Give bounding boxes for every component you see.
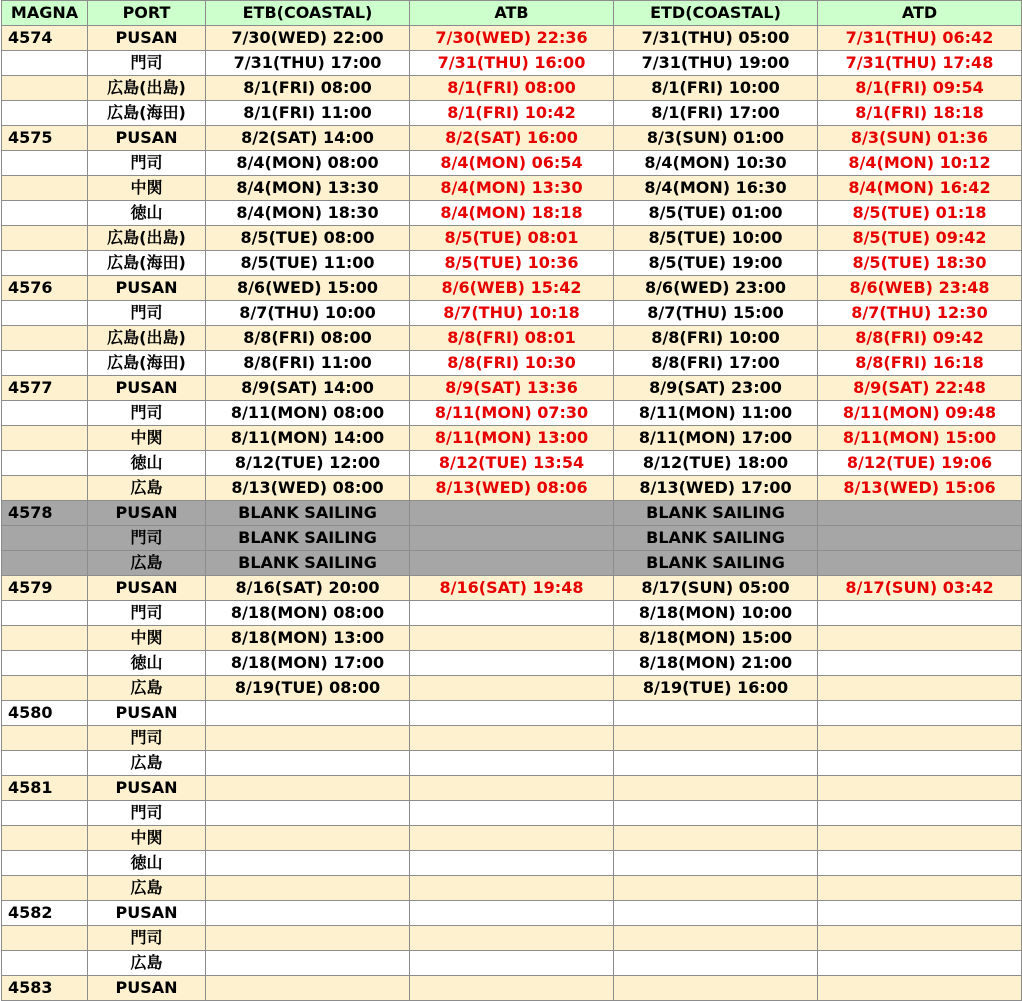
- cell-etb: [206, 826, 410, 851]
- schedule-body: [2, 26, 1022, 1001]
- cell-magna: [2, 451, 88, 476]
- cell-atd: 7/31(THU) 17:48: [818, 51, 1022, 76]
- cell-port: 広島: [88, 476, 206, 501]
- cell-atd: [818, 526, 1022, 551]
- cell-atd: [818, 826, 1022, 851]
- cell-port: 門司: [88, 801, 206, 826]
- header-etb: ETB(COASTAL): [206, 1, 410, 26]
- cell-port: 門司: [88, 526, 206, 551]
- cell-etb: 8/4(MON) 13:30: [206, 176, 410, 201]
- cell-etd: [614, 876, 818, 901]
- cell-magna: 4579: [2, 576, 88, 601]
- cell-atd: 8/5(TUE) 18:30: [818, 251, 1022, 276]
- cell-magna: [2, 101, 88, 126]
- cell-etd: 8/7(THU) 15:00: [614, 301, 818, 326]
- table-row: [2, 126, 1022, 151]
- cell-magna: [2, 626, 88, 651]
- cell-atd: 8/9(SAT) 22:48: [818, 376, 1022, 401]
- cell-port: 徳山: [88, 651, 206, 676]
- table-row: [2, 951, 1022, 976]
- cell-port: 中関: [88, 176, 206, 201]
- cell-atb: [410, 651, 614, 676]
- table-row: [2, 376, 1022, 401]
- table-row: [2, 851, 1022, 876]
- cell-port: PUSAN: [88, 901, 206, 926]
- cell-etd: 8/5(TUE) 01:00: [614, 201, 818, 226]
- cell-atd: [818, 876, 1022, 901]
- cell-etd: BLANK SAILING: [614, 551, 818, 576]
- cell-atd: 8/1(FRI) 09:54: [818, 76, 1022, 101]
- cell-port: PUSAN: [88, 26, 206, 51]
- cell-port: PUSAN: [88, 576, 206, 601]
- cell-atb: [410, 726, 614, 751]
- table-row: [2, 676, 1022, 701]
- cell-atd: 8/1(FRI) 18:18: [818, 101, 1022, 126]
- cell-atd: 8/13(WED) 15:06: [818, 476, 1022, 501]
- table-row: [2, 576, 1022, 601]
- header-atb: ATB: [410, 1, 614, 26]
- cell-atb: 8/12(TUE) 13:54: [410, 451, 614, 476]
- cell-etd: 7/31(THU) 19:00: [614, 51, 818, 76]
- cell-magna: [2, 351, 88, 376]
- cell-magna: [2, 476, 88, 501]
- cell-etb: 8/18(MON) 08:00: [206, 601, 410, 626]
- cell-etb: 8/18(MON) 17:00: [206, 651, 410, 676]
- cell-magna: [2, 926, 88, 951]
- cell-atd: 8/3(SUN) 01:36: [818, 126, 1022, 151]
- cell-etb: 8/11(MON) 08:00: [206, 401, 410, 426]
- cell-etb: [206, 901, 410, 926]
- table-row: [2, 26, 1022, 51]
- table-row: [2, 701, 1022, 726]
- cell-atd: 7/31(THU) 06:42: [818, 26, 1022, 51]
- cell-atb: 8/1(FRI) 10:42: [410, 101, 614, 126]
- cell-etd: [614, 751, 818, 776]
- cell-port: 広島: [88, 551, 206, 576]
- cell-etd: 8/1(FRI) 17:00: [614, 101, 818, 126]
- cell-atb: [410, 501, 614, 526]
- table-row: [2, 426, 1022, 451]
- cell-magna: 4575: [2, 126, 88, 151]
- cell-atb: 8/11(MON) 13:00: [410, 426, 614, 451]
- table-row: [2, 351, 1022, 376]
- cell-etb: 8/8(FRI) 11:00: [206, 351, 410, 376]
- cell-port: 広島(海田): [88, 351, 206, 376]
- cell-etb: 8/5(TUE) 11:00: [206, 251, 410, 276]
- cell-magna: 4578: [2, 501, 88, 526]
- cell-port: PUSAN: [88, 501, 206, 526]
- cell-magna: 4581: [2, 776, 88, 801]
- cell-port: PUSAN: [88, 276, 206, 301]
- cell-port: 広島: [88, 751, 206, 776]
- cell-etb: BLANK SAILING: [206, 526, 410, 551]
- table-row: [2, 251, 1022, 276]
- cell-atb: [410, 551, 614, 576]
- table-row: [2, 601, 1022, 626]
- cell-etb: 8/12(TUE) 12:00: [206, 451, 410, 476]
- cell-atd: [818, 676, 1022, 701]
- cell-etb: 8/4(MON) 08:00: [206, 151, 410, 176]
- cell-etd: [614, 901, 818, 926]
- cell-port: 広島(出島): [88, 226, 206, 251]
- cell-port: 徳山: [88, 451, 206, 476]
- cell-atb: 8/6(WEB) 15:42: [410, 276, 614, 301]
- table-row: [2, 326, 1022, 351]
- cell-atb: 8/5(TUE) 08:01: [410, 226, 614, 251]
- cell-atd: [818, 601, 1022, 626]
- header-etd: ETD(COASTAL): [614, 1, 818, 26]
- cell-atd: [818, 501, 1022, 526]
- cell-etb: [206, 951, 410, 976]
- cell-magna: [2, 76, 88, 101]
- cell-atb: 8/16(SAT) 19:48: [410, 576, 614, 601]
- cell-atd: 8/17(SUN) 03:42: [818, 576, 1022, 601]
- cell-etb: [206, 876, 410, 901]
- table-row: [2, 476, 1022, 501]
- cell-etb: [206, 801, 410, 826]
- cell-atb: 8/7(THU) 10:18: [410, 301, 614, 326]
- cell-port: 門司: [88, 51, 206, 76]
- header-row: [2, 1, 1022, 26]
- cell-port: 門司: [88, 401, 206, 426]
- cell-atd: 8/8(FRI) 09:42: [818, 326, 1022, 351]
- cell-etd: 8/18(MON) 21:00: [614, 651, 818, 676]
- table-row: [2, 301, 1022, 326]
- header-port: PORT: [88, 1, 206, 26]
- cell-magna: [2, 426, 88, 451]
- cell-port: PUSAN: [88, 126, 206, 151]
- cell-etd: BLANK SAILING: [614, 526, 818, 551]
- table-row: [2, 526, 1022, 551]
- table-row: [2, 651, 1022, 676]
- cell-magna: [2, 201, 88, 226]
- cell-atd: [818, 551, 1022, 576]
- cell-etb: 8/11(MON) 14:00: [206, 426, 410, 451]
- cell-port: 門司: [88, 726, 206, 751]
- table-row: [2, 276, 1022, 301]
- cell-etd: 8/8(FRI) 10:00: [614, 326, 818, 351]
- table-row: [2, 926, 1022, 951]
- table-row: [2, 551, 1022, 576]
- cell-magna: 4574: [2, 26, 88, 51]
- cell-atd: 8/12(TUE) 19:06: [818, 451, 1022, 476]
- cell-port: PUSAN: [88, 776, 206, 801]
- table-row: [2, 176, 1022, 201]
- cell-atb: [410, 876, 614, 901]
- cell-magna: [2, 651, 88, 676]
- cell-port: PUSAN: [88, 976, 206, 1001]
- cell-magna: [2, 151, 88, 176]
- cell-atb: [410, 801, 614, 826]
- cell-magna: [2, 176, 88, 201]
- cell-etb: 8/19(TUE) 08:00: [206, 676, 410, 701]
- cell-etb: 8/7(THU) 10:00: [206, 301, 410, 326]
- cell-magna: [2, 401, 88, 426]
- cell-magna: [2, 301, 88, 326]
- table-row: [2, 751, 1022, 776]
- cell-atb: [410, 626, 614, 651]
- cell-etd: 8/11(MON) 17:00: [614, 426, 818, 451]
- cell-port: 中関: [88, 826, 206, 851]
- cell-atd: [818, 726, 1022, 751]
- cell-magna: [2, 601, 88, 626]
- cell-atd: [818, 651, 1022, 676]
- cell-etd: 8/18(MON) 15:00: [614, 626, 818, 651]
- table-row: [2, 901, 1022, 926]
- cell-atd: [818, 801, 1022, 826]
- header-magna: MAGNA: [2, 1, 88, 26]
- cell-port: 広島(出島): [88, 326, 206, 351]
- table-row: [2, 201, 1022, 226]
- cell-magna: [2, 851, 88, 876]
- cell-magna: [2, 726, 88, 751]
- table-row: [2, 976, 1022, 1001]
- cell-etb: [206, 726, 410, 751]
- cell-magna: 4580: [2, 701, 88, 726]
- cell-atb: 8/4(MON) 18:18: [410, 201, 614, 226]
- cell-magna: [2, 51, 88, 76]
- cell-atb: [410, 776, 614, 801]
- cell-port: 門司: [88, 926, 206, 951]
- cell-etd: 8/12(TUE) 18:00: [614, 451, 818, 476]
- cell-etd: 8/9(SAT) 23:00: [614, 376, 818, 401]
- table-row: [2, 76, 1022, 101]
- cell-port: 中関: [88, 626, 206, 651]
- cell-atd: [818, 751, 1022, 776]
- cell-etb: [206, 851, 410, 876]
- cell-atb: 8/4(MON) 13:30: [410, 176, 614, 201]
- cell-etd: 8/11(MON) 11:00: [614, 401, 818, 426]
- table-row: [2, 626, 1022, 651]
- table-row: [2, 876, 1022, 901]
- cell-etb: 8/16(SAT) 20:00: [206, 576, 410, 601]
- cell-port: 広島(海田): [88, 251, 206, 276]
- cell-atd: 8/8(FRI) 16:18: [818, 351, 1022, 376]
- cell-port: 広島: [88, 676, 206, 701]
- cell-magna: [2, 751, 88, 776]
- table-row: [2, 776, 1022, 801]
- cell-etd: [614, 851, 818, 876]
- cell-magna: [2, 326, 88, 351]
- cell-atb: 8/13(WED) 08:06: [410, 476, 614, 501]
- table-row: [2, 101, 1022, 126]
- cell-etd: BLANK SAILING: [614, 501, 818, 526]
- cell-etd: 8/5(TUE) 10:00: [614, 226, 818, 251]
- cell-port: 門司: [88, 151, 206, 176]
- cell-magna: [2, 826, 88, 851]
- cell-etb: 8/13(WED) 08:00: [206, 476, 410, 501]
- cell-atb: 8/4(MON) 06:54: [410, 151, 614, 176]
- cell-etd: 8/18(MON) 10:00: [614, 601, 818, 626]
- cell-port: 徳山: [88, 201, 206, 226]
- cell-atd: 8/6(WEB) 23:48: [818, 276, 1022, 301]
- cell-atb: 8/11(MON) 07:30: [410, 401, 614, 426]
- schedule-header: [2, 1, 1022, 26]
- cell-atb: [410, 951, 614, 976]
- cell-atd: 8/7(THU) 12:30: [818, 301, 1022, 326]
- cell-atb: [410, 601, 614, 626]
- cell-magna: [2, 876, 88, 901]
- cell-etb: 8/2(SAT) 14:00: [206, 126, 410, 151]
- cell-atd: [818, 776, 1022, 801]
- cell-port: 広島: [88, 876, 206, 901]
- cell-etd: 8/1(FRI) 10:00: [614, 76, 818, 101]
- cell-etd: [614, 776, 818, 801]
- cell-etd: 8/4(MON) 16:30: [614, 176, 818, 201]
- cell-etb: BLANK SAILING: [206, 551, 410, 576]
- cell-etb: 7/30(WED) 22:00: [206, 26, 410, 51]
- cell-etb: BLANK SAILING: [206, 501, 410, 526]
- cell-atd: [818, 926, 1022, 951]
- cell-etd: 8/3(SUN) 01:00: [614, 126, 818, 151]
- cell-atb: 7/30(WED) 22:36: [410, 26, 614, 51]
- cell-etb: 8/5(TUE) 08:00: [206, 226, 410, 251]
- table-row: [2, 801, 1022, 826]
- cell-atd: 8/5(TUE) 01:18: [818, 201, 1022, 226]
- cell-magna: [2, 676, 88, 701]
- cell-etb: [206, 751, 410, 776]
- cell-atb: [410, 526, 614, 551]
- table-row: [2, 501, 1022, 526]
- cell-atd: [818, 701, 1022, 726]
- cell-etd: [614, 801, 818, 826]
- cell-port: 門司: [88, 601, 206, 626]
- cell-magna: 4583: [2, 976, 88, 1001]
- cell-atd: 8/11(MON) 15:00: [818, 426, 1022, 451]
- cell-etd: 8/6(WED) 23:00: [614, 276, 818, 301]
- header-atd: ATD: [818, 1, 1022, 26]
- cell-atb: [410, 701, 614, 726]
- cell-atb: 7/31(THU) 16:00: [410, 51, 614, 76]
- cell-atd: [818, 951, 1022, 976]
- cell-magna: [2, 801, 88, 826]
- cell-atb: 8/2(SAT) 16:00: [410, 126, 614, 151]
- cell-atd: 8/5(TUE) 09:42: [818, 226, 1022, 251]
- table-row: [2, 451, 1022, 476]
- cell-port: 広島(出島): [88, 76, 206, 101]
- cell-etd: [614, 726, 818, 751]
- schedule-table: [1, 0, 1022, 1001]
- cell-magna: [2, 551, 88, 576]
- cell-atd: [818, 976, 1022, 1001]
- cell-atb: 8/8(FRI) 10:30: [410, 351, 614, 376]
- table-row: [2, 401, 1022, 426]
- cell-magna: [2, 526, 88, 551]
- cell-etb: 7/31(THU) 17:00: [206, 51, 410, 76]
- cell-magna: 4582: [2, 901, 88, 926]
- cell-etb: 8/9(SAT) 14:00: [206, 376, 410, 401]
- cell-atb: [410, 826, 614, 851]
- cell-port: PUSAN: [88, 701, 206, 726]
- cell-etb: 8/8(FRI) 08:00: [206, 326, 410, 351]
- cell-port: 門司: [88, 301, 206, 326]
- cell-atb: [410, 976, 614, 1001]
- cell-atb: [410, 901, 614, 926]
- cell-etb: 8/1(FRI) 11:00: [206, 101, 410, 126]
- cell-magna: 4577: [2, 376, 88, 401]
- cell-etb: 8/6(WED) 15:00: [206, 276, 410, 301]
- cell-etb: [206, 976, 410, 1001]
- cell-atb: 8/9(SAT) 13:36: [410, 376, 614, 401]
- cell-etd: [614, 826, 818, 851]
- cell-atb: [410, 751, 614, 776]
- table-row: [2, 51, 1022, 76]
- cell-etb: [206, 926, 410, 951]
- cell-etd: [614, 926, 818, 951]
- cell-magna: [2, 226, 88, 251]
- cell-etd: 8/19(TUE) 16:00: [614, 676, 818, 701]
- cell-etd: 8/17(SUN) 05:00: [614, 576, 818, 601]
- cell-port: PUSAN: [88, 376, 206, 401]
- cell-atb: 8/8(FRI) 08:01: [410, 326, 614, 351]
- cell-etd: 8/8(FRI) 17:00: [614, 351, 818, 376]
- cell-port: 広島: [88, 951, 206, 976]
- cell-atb: [410, 926, 614, 951]
- cell-etd: [614, 701, 818, 726]
- cell-magna: [2, 951, 88, 976]
- cell-etd: 8/5(TUE) 19:00: [614, 251, 818, 276]
- cell-atb: [410, 851, 614, 876]
- cell-etd: [614, 951, 818, 976]
- table-row: [2, 226, 1022, 251]
- cell-atd: 8/4(MON) 10:12: [818, 151, 1022, 176]
- cell-atb: 8/5(TUE) 10:36: [410, 251, 614, 276]
- cell-etb: [206, 776, 410, 801]
- cell-port: 徳山: [88, 851, 206, 876]
- cell-atd: [818, 851, 1022, 876]
- cell-etb: 8/1(FRI) 08:00: [206, 76, 410, 101]
- cell-etd: 8/4(MON) 10:30: [614, 151, 818, 176]
- cell-etb: [206, 701, 410, 726]
- cell-atd: [818, 901, 1022, 926]
- table-row: [2, 151, 1022, 176]
- cell-atd: [818, 626, 1022, 651]
- cell-port: 広島(海田): [88, 101, 206, 126]
- cell-magna: [2, 251, 88, 276]
- cell-atd: 8/4(MON) 16:42: [818, 176, 1022, 201]
- cell-etd: [614, 976, 818, 1001]
- table-row: [2, 826, 1022, 851]
- cell-atd: 8/11(MON) 09:48: [818, 401, 1022, 426]
- cell-port: 中関: [88, 426, 206, 451]
- table-row: [2, 726, 1022, 751]
- cell-atb: 8/1(FRI) 08:00: [410, 76, 614, 101]
- cell-etb: 8/4(MON) 18:30: [206, 201, 410, 226]
- cell-etd: 7/31(THU) 05:00: [614, 26, 818, 51]
- cell-atb: [410, 676, 614, 701]
- cell-etb: 8/18(MON) 13:00: [206, 626, 410, 651]
- cell-magna: 4576: [2, 276, 88, 301]
- cell-etd: 8/13(WED) 17:00: [614, 476, 818, 501]
